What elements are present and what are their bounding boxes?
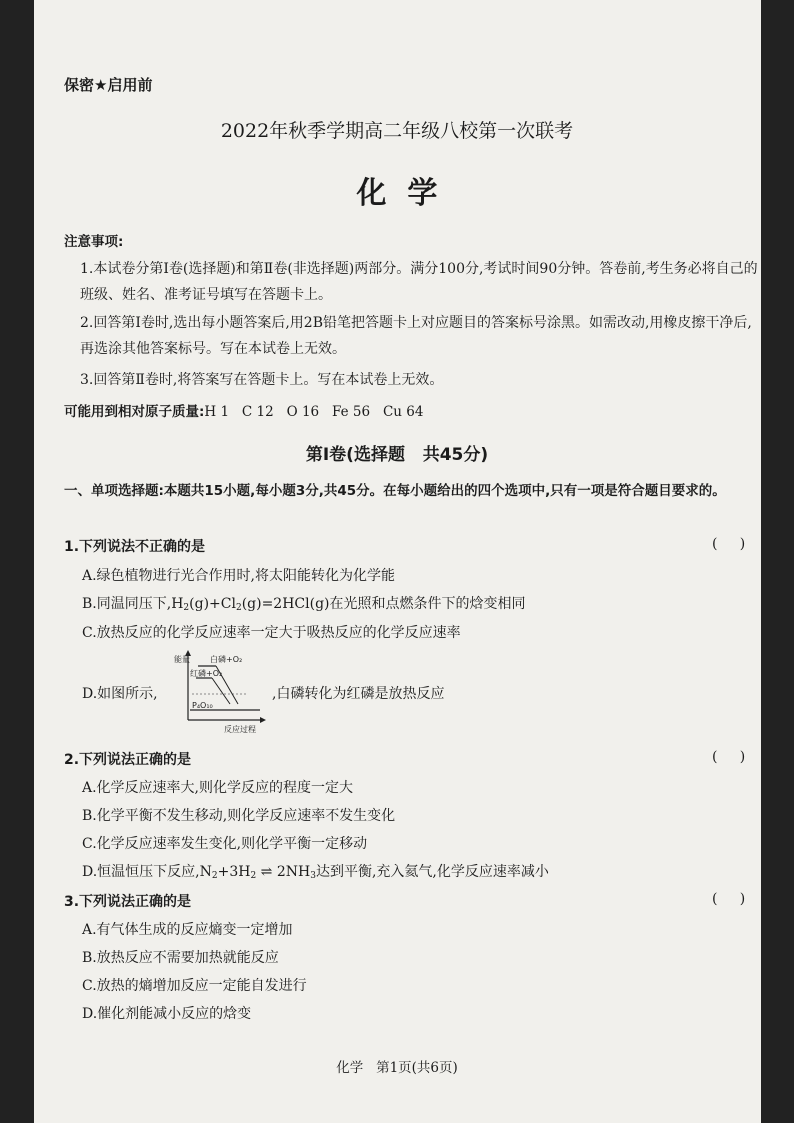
confidential-label: 保密★启用前 bbox=[64, 76, 153, 94]
q3-answer-bracket: ( ) bbox=[712, 891, 746, 907]
q3-option-c: C.放热的熵增加反应一定能自发进行 bbox=[82, 978, 307, 994]
q1-option-c: C.放热反应的化学反应速率一定大于吸热反应的化学反应速率 bbox=[82, 625, 461, 641]
notes-title: 注意事项: bbox=[64, 234, 124, 250]
exam-title: 2022年秋季学期高二年级八校第一次联考 bbox=[220, 120, 574, 142]
note-2: 2.回答第Ⅰ卷时,选出每小题答案后,用2B铅笔把答题卡上对应题目的答案标号涂黑。如需改动,用橡皮擦干净后,再选涂其他答案标号。写在本试卷上无效。 bbox=[80, 315, 752, 357]
diagram-red-p-label: 红磷+O₂ bbox=[190, 669, 223, 678]
energy-diagram bbox=[168, 648, 272, 734]
diagram-ylabel: 能量 bbox=[174, 655, 190, 664]
q2-option-a: A.化学反应速率大,则化学反应的程度一定大 bbox=[82, 780, 354, 796]
q2-option-c: C.化学反应速率发生变化,则化学平衡一定移动 bbox=[82, 836, 368, 852]
part1-instruction: 一、单项选择题:本题共15小题,每小题3分,共45分。在每小题给出的四个选项中,只有一项是符合题目要求的。 bbox=[64, 483, 726, 499]
q2-option-b: B.化学平衡不发生移动,则化学反应速率不发生变化 bbox=[82, 808, 396, 824]
atomic-mass-values: H 1 C 12 O 16 Fe 56 Cu 64 bbox=[204, 404, 424, 420]
q1-answer-bracket: ( ) bbox=[712, 536, 746, 552]
atomic-mass-line bbox=[64, 400, 423, 420]
q1-option-d-prefix: D.如图所示, bbox=[82, 686, 158, 702]
q1-option-a: A.绿色植物进行光合作用时,将太阳能转化为化学能 bbox=[82, 568, 396, 584]
q3-option-d: D.催化剂能减小反应的焓变 bbox=[82, 1006, 252, 1022]
red-p-path bbox=[212, 678, 230, 704]
q3-option-a: A.有气体生成的反应熵变一定增加 bbox=[82, 922, 293, 938]
q3-option-b: B.放热反应不需要加热就能反应 bbox=[82, 950, 279, 966]
atomic-mass-label: 可能用到相对原子质量: bbox=[64, 404, 205, 420]
page-footer: 化学 第1页(共6页) bbox=[336, 1060, 458, 1076]
process-axis-arrow-icon bbox=[260, 717, 266, 723]
subject-title: 化 学 bbox=[356, 176, 438, 211]
q1-option-b: B.同温同压下$,H_2(g)+Cl_2(g)=2HCl(g)$在光照和点燃条件下的焓变相同 bbox=[82, 596, 526, 613]
note-3: 3.回答第Ⅱ卷时,将答案写在答题卡上。写在本试卷上无效。 bbox=[80, 372, 444, 388]
diagram-xlabel: 反应过程 bbox=[224, 725, 256, 734]
q2-stem: 2.下列说法正确的是 bbox=[64, 752, 192, 768]
part1-title: 第Ⅰ卷(选择题 共45分) bbox=[305, 445, 489, 465]
diagram-white-p-label: 白磷+O₂ bbox=[210, 655, 243, 664]
q3-stem: 3.下列说法正确的是 bbox=[64, 894, 192, 910]
note-1: 1.本试卷分第Ⅰ卷(选择题)和第Ⅱ卷(非选择题)两部分。满分100分,考试时间90分钟。答卷前,考生务必将自己的班级、姓名、准考证号填写在答题卡上。 bbox=[80, 261, 758, 303]
diagram-product-label: P₄O₁₀ bbox=[192, 701, 213, 710]
q2-option-d: D.恒温恒压下反应$,N_2+3H_2$ ⇌ $2NH_3$达到平衡,充入氦气,化学反应速率减小 bbox=[82, 864, 549, 881]
q1-option-d-text: ,白磷转化为红磷是放热反应 bbox=[272, 686, 445, 702]
q1-stem: 1.下列说法不正确的是 bbox=[64, 539, 206, 555]
q2-answer-bracket: ( ) bbox=[712, 749, 746, 765]
